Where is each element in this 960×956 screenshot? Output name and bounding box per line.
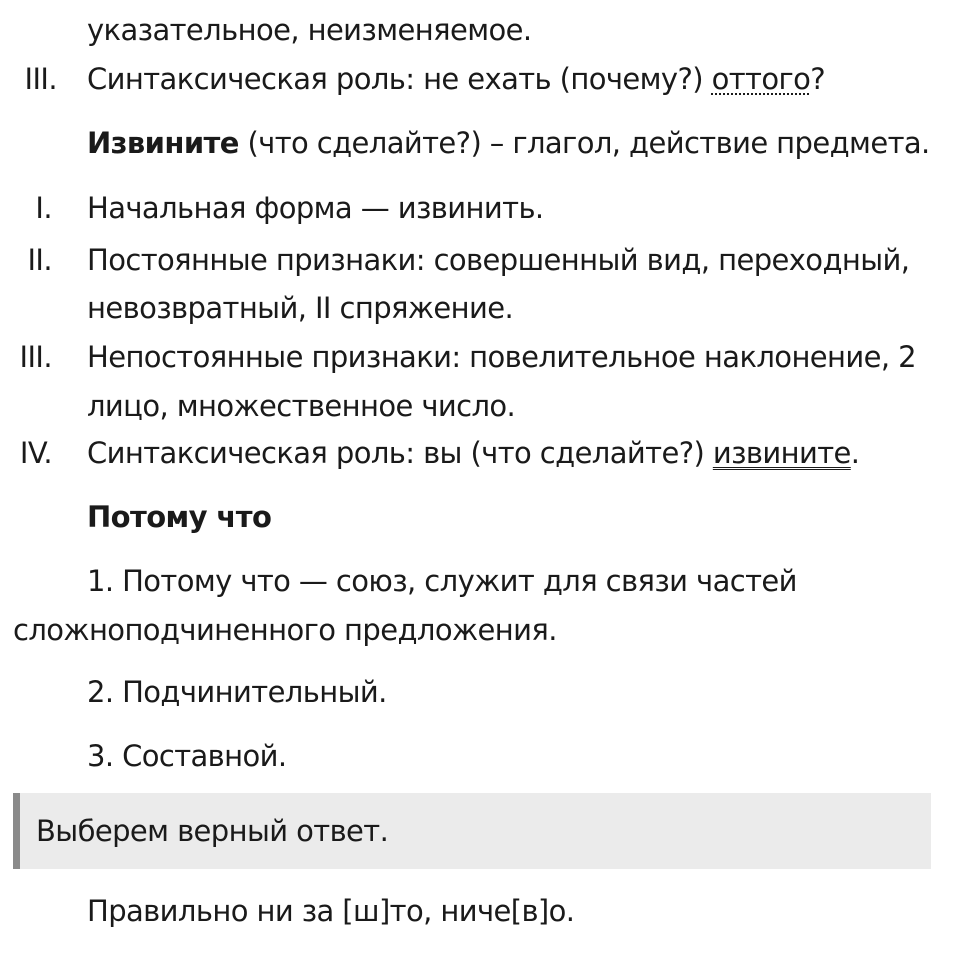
list-item-text [87, 61, 825, 97]
text-line: указательное, неизменяемое. [87, 13, 532, 47]
list-number: II. [27, 243, 52, 277]
paragraph-line: 2. Подчинительный. [87, 675, 387, 709]
list-item-text: Начальная форма — извинить. [87, 191, 544, 225]
paragraph-line-continued: сложноподчиненного предложения. [13, 613, 557, 647]
list-item-text-continued: невозвратный, II спряжение. [87, 291, 514, 325]
paragraph-line: 1. Потому что — союз, служит для связи частей [87, 564, 797, 598]
double-underlined-word: извините [712, 436, 851, 470]
list-number: IV. [19, 436, 52, 470]
heading-word: Извините [87, 126, 239, 160]
text-segment: ? [810, 62, 826, 96]
text-segment: Синтаксическая роль: не ехать (почему?) [87, 62, 712, 96]
text-segment: Синтаксическая роль: вы (что сделайте?) [87, 436, 713, 470]
list-item-text: Постоянные признаки: совершенный вид, переходный, [87, 243, 910, 277]
list-item-text [87, 435, 859, 471]
section-heading: Потому что [87, 500, 272, 534]
heading-description: (что сделайте?) – глагол, действие предмета. [238, 126, 930, 160]
list-item-text: Непостоянные признаки: повелительное наклонение, 2 [87, 340, 916, 374]
list-item-text-continued: лицо, множественное число. [87, 389, 516, 423]
paragraph-line: 3. Составной. [87, 739, 287, 773]
list-number: III. [19, 340, 52, 374]
word-heading [87, 125, 930, 161]
dotted-underlined-word: оттого [711, 62, 811, 96]
text-segment: . [850, 436, 860, 470]
callout-text: Выберем верный ответ. [36, 814, 389, 848]
callout-box [13, 793, 931, 869]
answer-line: Правильно ни за [ш]то, ниче[в]о. [87, 894, 575, 928]
list-number: III. [24, 62, 57, 96]
list-number: I. [35, 191, 52, 225]
